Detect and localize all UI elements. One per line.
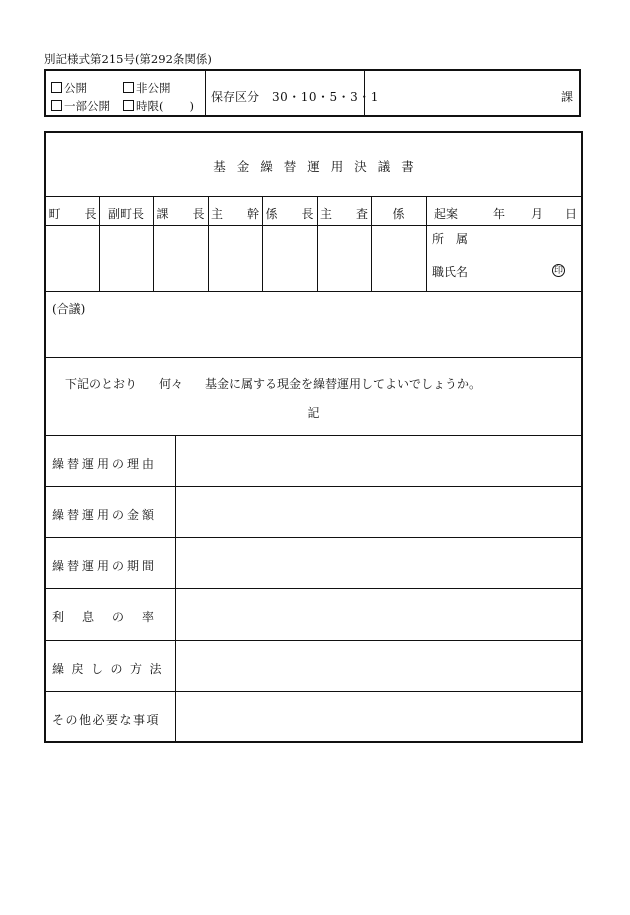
drafted-year: 年: [493, 207, 506, 221]
item-label-other: その他必要な事項: [52, 713, 161, 727]
public-checkbox[interactable]: [51, 80, 87, 96]
timed-label: 時限(: [136, 99, 164, 113]
drafted-label: 起案: [434, 207, 459, 221]
decision-form: [44, 131, 583, 743]
item-label-reason: 繰替運用の理由: [52, 457, 158, 471]
nonpublic-checkbox[interactable]: [123, 80, 171, 96]
form-number-note: 別記様式第215号(第292条関係): [44, 52, 212, 66]
partial-public-label: 一部公開: [64, 99, 110, 113]
document-title: 基金繰替運用決議書: [213, 159, 425, 174]
approver-header: 課 長: [156, 207, 205, 221]
approver-header: 係 長: [265, 207, 314, 221]
item-value-other[interactable]: [176, 692, 581, 741]
public-label: 公開: [64, 81, 87, 95]
item-value-amount[interactable]: [176, 487, 581, 537]
approver-header: 町 長: [48, 207, 97, 221]
nonpublic-label: 非公開: [136, 81, 171, 95]
affiliation-label: 所 属: [432, 232, 469, 246]
item-value-repayment-method[interactable]: [176, 641, 581, 691]
divider: [46, 291, 581, 292]
item-value-period[interactable]: [176, 538, 581, 588]
partial-public-checkbox[interactable]: [51, 98, 110, 114]
timed-close: ): [189, 99, 194, 113]
consultation-label: (合議): [52, 302, 86, 316]
divider: [46, 196, 581, 197]
name-title-label: 職氏名: [432, 265, 469, 279]
drafted-month: 月: [531, 207, 544, 221]
ki-label: 記: [307, 406, 320, 420]
approver-header: 主 幹: [210, 207, 259, 221]
timed-checkbox[interactable]: [123, 98, 194, 114]
drafted-day: 日: [565, 207, 578, 221]
disclosure-table: [44, 69, 581, 117]
retention-label: 保存区分: [211, 90, 260, 104]
seal-mark: 印: [553, 266, 563, 276]
approver-header: 副町長: [107, 207, 144, 221]
approver-header: 係: [392, 207, 405, 221]
statement-part1: 下記のとおり: [65, 377, 138, 391]
divider: [46, 357, 581, 358]
item-label-interest-rate: 利 息 の 率: [52, 610, 158, 624]
item-value-reason[interactable]: [176, 436, 581, 486]
divider: [46, 225, 581, 226]
item-value-interest-rate[interactable]: [176, 589, 581, 640]
item-label-period: 繰替運用の期間: [52, 559, 158, 573]
item-label-amount: 繰替運用の金額: [52, 508, 158, 522]
divider: [426, 196, 427, 291]
approver-header: 主 査: [319, 207, 368, 221]
retention-values: 30・10・5・3・1: [272, 90, 379, 104]
divider: [205, 71, 206, 115]
item-label-repayment-method: 繰戻しの方法: [52, 662, 170, 676]
section-label: 課: [560, 90, 573, 104]
statement-part3: 基金に属する現金を繰替運用してよいでしょうか。: [205, 377, 482, 391]
statement-part2: 何々: [159, 377, 184, 391]
